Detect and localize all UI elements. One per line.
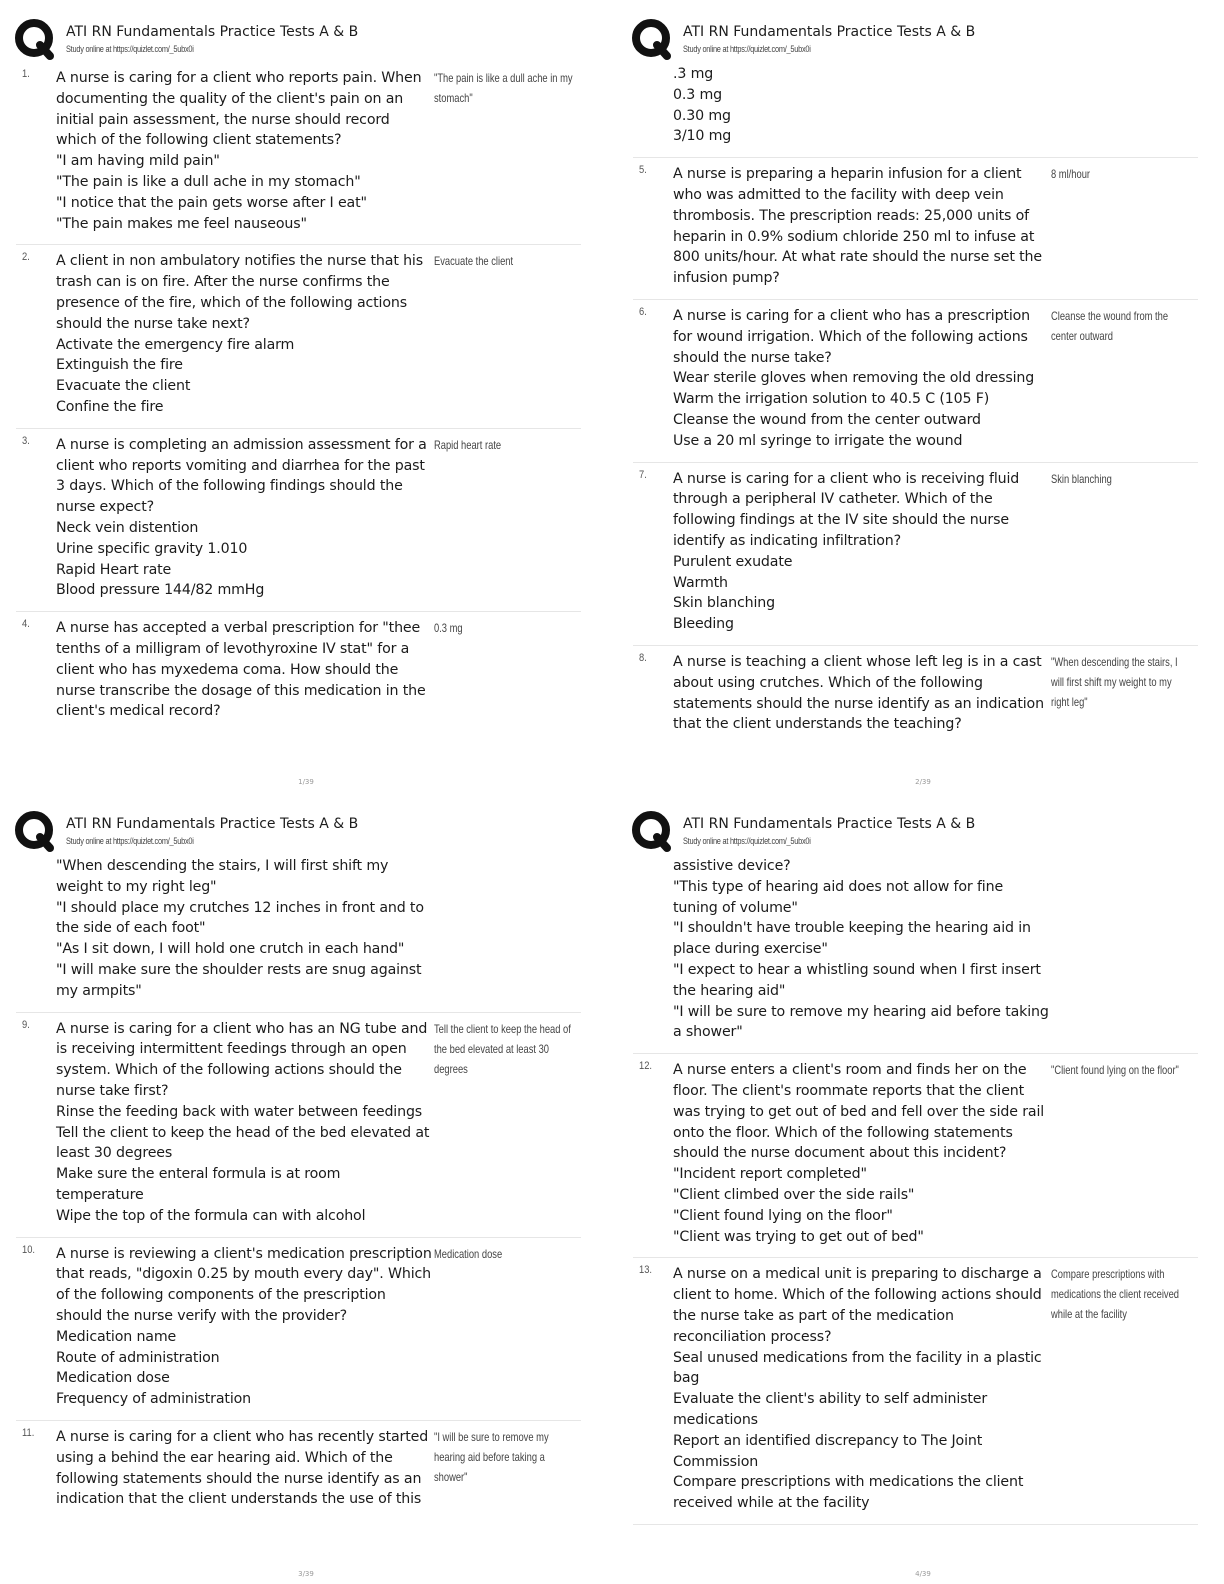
- answer-option: "I am having mild pain": [56, 153, 220, 170]
- answer-option: Seal unused medications from the facility in a plastic bag: [673, 1349, 1042, 1387]
- question-5: [633, 158, 1198, 300]
- question-text: A nurse is preparing a heparin infusion for a client who was admitted to the facility with deep vein thrombosis. The prescription reads: 25,000 units of heparin in 0.9% sodium chloride 250 ml to infuse at 800 units/hour. At what rate should the nurse set the infusion pump?: [673, 166, 1042, 287]
- answer-option: Cleanse the wound from the center outward: [673, 411, 981, 428]
- answer-option: Purulent exudate: [673, 553, 793, 570]
- correct-answer: Rapid heart rate: [434, 437, 502, 452]
- answer-option: Use a 20 ml syringe to irrigate the wound: [673, 432, 963, 449]
- question-13: [633, 1258, 1198, 1525]
- correct-answer: Skin blanching: [1051, 471, 1112, 486]
- answer-option: 3/10 mg: [673, 128, 732, 145]
- question-number: 4.: [22, 618, 30, 631]
- answer-option: "Client found lying on the floor": [673, 1207, 893, 1224]
- answer-option: Rinse the feeding back with water between feedings: [56, 1103, 423, 1120]
- question-text: A nurse on a medical unit is preparing to discharge a client to home. Which of the following actions should the nurse take as part of the medication reconciliation process?: [673, 1266, 1042, 1345]
- question-11: [16, 1421, 581, 1520]
- answer-option: Make sure the enteral formula is at room temperature: [56, 1166, 341, 1203]
- correct-answer: Cleanse the wound from the center outward: [1051, 308, 1169, 343]
- study-online-link[interactable]: Study online at https://quizlet.com/_5ubx0i: [683, 836, 811, 846]
- question-2: [16, 245, 581, 428]
- question-text: A nurse is completing an admission assessment for a client who reports vomiting and diarrhea for the past 3 days. Which of the following findings should the nurse expect?: [56, 436, 427, 516]
- study-online-link[interactable]: Study online at https://quizlet.com/_5ubx0i: [66, 836, 194, 846]
- page-1: [0, 0, 612, 792]
- question-text: A nurse is teaching a client whose left leg is in a cast about using crutches. Which of the following statements should the nurse identify as an indication that the client understands the teaching?: [673, 653, 1044, 733]
- question-text: A nurse is caring for a client who reports pain. When documenting the quality of the client's pain on an initial pain assessment, the nurse should record which of the following client statements?: [56, 70, 422, 149]
- answer-option: Extinguish the fire: [56, 357, 183, 374]
- question-text: A nurse is caring for a client who is receiving fluid through a peripheral IV catheter. Which of the following findings at the IV site should the nurse identify as indicating infiltration?: [673, 470, 1020, 549]
- answer-option: 0.3 mg: [673, 86, 722, 103]
- question-3: [16, 429, 581, 612]
- study-online-link[interactable]: Study online at https://quizlet.com/_5ubx0i: [683, 44, 811, 54]
- question-number: 2.: [22, 251, 30, 264]
- quizlet-logo-icon: [14, 18, 56, 60]
- correct-answer: Medication dose: [434, 1246, 503, 1261]
- answer-option: "Client climbed over the side rails": [673, 1186, 915, 1203]
- answer-option: Wipe the top of the formula can with alcohol: [56, 1207, 366, 1224]
- answer-option: "I notice that the pain gets worse after I eat": [56, 194, 367, 211]
- page-number: 4/39: [915, 1570, 931, 1578]
- question-11-continued: [633, 854, 1198, 1054]
- answer-option: Medication name: [56, 1328, 177, 1345]
- answer-option: "This type of hearing aid does not allow for fine tuning of volume": [673, 878, 1004, 916]
- answer-option: "I will be sure to remove my hearing aid before taking a shower": [673, 1003, 1049, 1041]
- question-text: A nurse enters a client's room and finds her on the floor. The client's roommate reports that the client was trying to get out of bed and fell over the side rail onto the floor. Which of the following statements should the nurse document about this incident?: [673, 1062, 1045, 1162]
- answer-option: "Incident report completed": [673, 1166, 867, 1183]
- answer-option: "I should place my crutches 12 inches in front and to the side of each foot": [56, 899, 424, 937]
- question-number: 1.: [22, 68, 30, 80]
- correct-answer: "The pain is like a dull ache in my stomach": [434, 71, 573, 105]
- answer-option: Blood pressure 144/82 mmHg: [56, 582, 265, 599]
- answer-option: Compare prescriptions with medications the client received while at the facility: [673, 1474, 1024, 1512]
- answer-option: Frequency of administration: [56, 1391, 251, 1408]
- answer-option: "Client was trying to get out of bed": [673, 1228, 924, 1245]
- question-4-continued: [633, 62, 1198, 158]
- question-number: 3.: [22, 434, 30, 447]
- question-number: 10.: [22, 1243, 36, 1256]
- page-3: [0, 792, 612, 1584]
- answer-option: "I shouldn't have trouble keeping the hearing aid in place during exercise": [673, 920, 1031, 958]
- answer-option: "I expect to hear a whistling sound when I first insert the hearing aid": [673, 961, 1041, 999]
- page-2: [617, 0, 1224, 792]
- quizlet-logo-icon: [631, 810, 673, 852]
- correct-answer: "When descending the stairs, I will first shift my weight to my right leg": [1051, 654, 1178, 709]
- document-title: ATI RN Fundamentals Practice Tests A & B: [66, 816, 359, 832]
- question-number: 5.: [639, 164, 647, 177]
- study-online-link[interactable]: Study online at https://quizlet.com/_5ubx0i: [66, 44, 194, 54]
- page-number: 2/39: [915, 778, 931, 786]
- answer-option: "The pain makes me feel nauseous": [56, 215, 307, 232]
- question-number: 8.: [639, 651, 647, 664]
- question-list: [16, 62, 581, 732]
- question-number: 13.: [639, 1264, 653, 1277]
- document-title: ATI RN Fundamentals Practice Tests A & B: [683, 24, 976, 40]
- answer-option: Medication dose: [56, 1370, 170, 1387]
- correct-answer: Tell the client to keep the head of the bed elevated at least 30 degrees: [434, 1021, 571, 1076]
- answer-option: Rapid Heart rate: [56, 561, 172, 578]
- question-text: A nurse is caring for a client who has a prescription for wound irrigation. Which of the following actions should the nurse take?: [673, 307, 1031, 366]
- question-9: [16, 1013, 581, 1238]
- answer-option: .3 mg: [673, 66, 714, 82]
- answer-option: Tell the client to keep the head of the bed elevated at least 30 degrees: [56, 1124, 430, 1162]
- question-list: [633, 854, 1198, 1525]
- question-10: [16, 1238, 581, 1421]
- answer-option: Route of administration: [56, 1349, 220, 1366]
- answer-option: "I will make sure the shoulder rests are snug against my armpits": [56, 961, 422, 999]
- answer-option: Confine the fire: [56, 398, 164, 415]
- answer-option: Activate the emergency fire alarm: [56, 336, 295, 353]
- question-6: [633, 300, 1198, 463]
- answer-option: Skin blanching: [673, 595, 775, 612]
- page-number: 3/39: [298, 1570, 314, 1578]
- correct-answer: 0.3 mg: [434, 621, 463, 636]
- answer-option: Urine specific gravity 1.010: [56, 540, 248, 557]
- question-number: 9.: [22, 1018, 30, 1031]
- document-title: ATI RN Fundamentals Practice Tests A & B: [683, 816, 976, 832]
- question-number: 11.: [22, 1426, 35, 1439]
- question-12: [633, 1054, 1198, 1258]
- quizlet-logo-icon: [631, 18, 673, 60]
- question-7: [633, 463, 1198, 646]
- correct-answer: "Client found lying on the floor": [1051, 1063, 1179, 1078]
- question-text: A nurse is caring for a client who has an NG tube and is receiving intermittent feedings through an open system. Which of the following actions should the nurse take first?: [56, 1020, 428, 1099]
- question-number: 12.: [639, 1060, 653, 1073]
- question-list: [633, 62, 1198, 745]
- answer-option: "The pain is like a dull ache in my stomach": [56, 173, 361, 190]
- correct-answer: "I will be sure to remove my hearing aid before taking a shower": [434, 1429, 549, 1484]
- question-text: A client in non ambulatory notifies the nurse that his trash can is on fire. After the nurse confirms the presence of the fire, which of the following actions should the nurse take next?: [56, 253, 423, 332]
- document-title: ATI RN Fundamentals Practice Tests A & B: [66, 24, 359, 40]
- correct-answer: Compare prescriptions with medications the client received while at the facility: [1051, 1267, 1179, 1322]
- answer-option: "When descending the stairs, I will first shift my weight to my right leg": [56, 858, 389, 895]
- answer-option: Evacuate the client: [56, 378, 191, 395]
- question-1: [16, 62, 581, 245]
- answer-option: Wear sterile gloves when removing the old dressing: [673, 370, 1035, 387]
- question-text: A nurse has accepted a verbal prescription for "thee tenths of a milligram of levothyroxine IV stat" for a client who has myxedema coma. How should the nurse transcribe the dosage of this medication in the client's medical record?: [56, 620, 426, 720]
- question-number: 7.: [639, 468, 647, 481]
- question-4: [16, 612, 581, 732]
- answer-option: Bleeding: [673, 616, 734, 633]
- question-text: assistive device?: [673, 858, 791, 874]
- answer-option: Report an identified discrepancy to The Joint Commission: [673, 1432, 983, 1470]
- question-8-continued: [16, 854, 581, 1013]
- page-4: [617, 792, 1224, 1584]
- quizlet-logo-icon: [14, 810, 56, 852]
- correct-answer: 8 ml/hour: [1051, 167, 1091, 182]
- answer-option: Warm the irrigation solution to 40.5 C (105 F): [673, 391, 990, 408]
- answer-option: 0.30 mg: [673, 107, 731, 124]
- question-8: [633, 646, 1198, 745]
- answer-option: Neck vein distention: [56, 519, 199, 536]
- answer-option: "As I sit down, I will hold one crutch in each hand": [56, 941, 405, 958]
- answer-option: Evaluate the client's ability to self administer medications: [673, 1391, 988, 1428]
- question-text: A nurse is reviewing a client's medication prescription that reads, "digoxin 0.25 by mouth every day". Which of the following components of the prescription should the nurse verify with the provider?: [56, 1245, 432, 1324]
- question-text: A nurse is caring for a client who has recently started using a behind the ear hearing aid. Which of the following statements should the nurse identify as an indication that the client understands the use of this: [56, 1428, 429, 1508]
- page-number: 1/39: [298, 778, 314, 786]
- question-number: 6.: [639, 305, 647, 318]
- correct-answer: Evacuate the client: [434, 254, 514, 269]
- question-list: [16, 854, 581, 1520]
- answer-option: Warmth: [673, 574, 728, 591]
